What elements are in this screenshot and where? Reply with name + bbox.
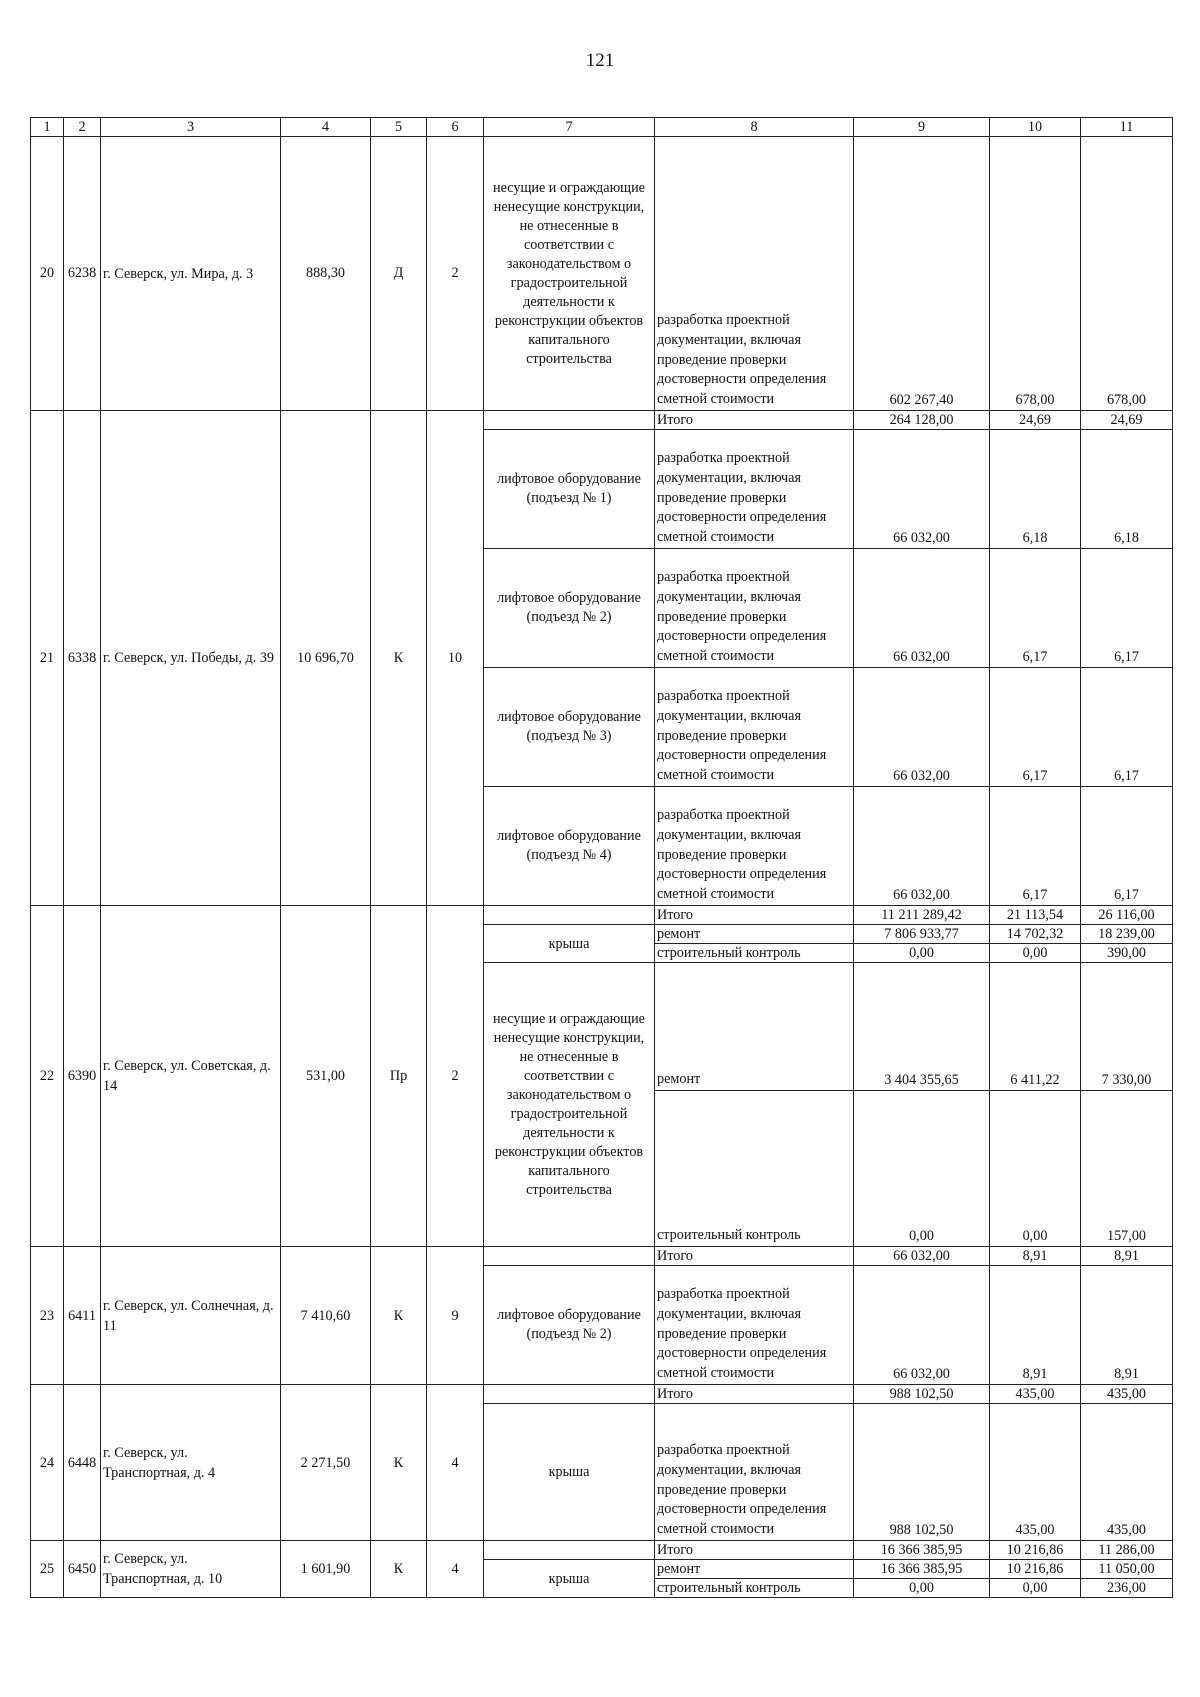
table-row xyxy=(31,137,1173,411)
work-type: разработка проектной документации, включая проведение проверки достоверности определения сметной стоимости xyxy=(655,549,854,668)
max-unit-cost: 236,00 xyxy=(1081,1579,1173,1598)
floors: 4 xyxy=(427,1385,484,1541)
column-header: 3 xyxy=(101,118,281,137)
cost: 3 404 355,65 xyxy=(854,963,990,1091)
work-type: разработка проектной документации, включая проведение проверки достоверности определения сметной стоимости xyxy=(655,1266,854,1385)
element xyxy=(484,1541,655,1560)
unit-cost: 435,00 xyxy=(990,1404,1081,1541)
table-row xyxy=(31,906,1173,925)
total-max-unit-cost: 8,91 xyxy=(1081,1247,1173,1266)
house-type: К xyxy=(371,1541,427,1598)
max-unit-cost: 6,17 xyxy=(1081,787,1173,906)
cost: 16 366 385,95 xyxy=(854,1560,990,1579)
total-unit-cost: 24,69 xyxy=(990,411,1081,430)
work-type: ремонт xyxy=(655,925,854,944)
work-type: разработка проектной документации, включая проведение проверки достоверности определения сметной стоимости xyxy=(655,430,854,549)
unit-cost: 6 411,22 xyxy=(990,963,1081,1091)
table-row xyxy=(31,1541,1173,1560)
house-type: Д xyxy=(371,137,427,411)
area: 531,00 xyxy=(281,906,371,1247)
area: 2 271,50 xyxy=(281,1385,371,1541)
unit-cost: 0,00 xyxy=(990,1579,1081,1598)
total-label: Итого xyxy=(655,906,854,925)
row-number: 25 xyxy=(31,1541,64,1598)
row-number: 21 xyxy=(31,411,64,906)
element xyxy=(484,1385,655,1404)
element: крыша xyxy=(484,1560,655,1598)
header-row xyxy=(31,118,1173,137)
works-table xyxy=(30,117,1173,1598)
work-type: строительный контроль xyxy=(655,944,854,963)
floors: 2 xyxy=(427,906,484,1247)
column-header: 2 xyxy=(64,118,101,137)
element: лифтовое оборудование (подъезд № 2) xyxy=(484,1266,655,1385)
column-header: 10 xyxy=(990,118,1081,137)
house-id: 6411 xyxy=(64,1247,101,1385)
row-number: 24 xyxy=(31,1385,64,1541)
element: лифтовое оборудование (подъезд № 2) xyxy=(484,549,655,668)
max-unit-cost: 8,91 xyxy=(1081,1266,1173,1385)
max-unit-cost: 435,00 xyxy=(1081,1404,1173,1541)
total-label: Итого xyxy=(655,1247,854,1266)
max-unit-cost: 678,00 xyxy=(1081,137,1173,411)
unit-cost: 6,17 xyxy=(990,549,1081,668)
total-cost: 264 128,00 xyxy=(854,411,990,430)
max-unit-cost: 6,17 xyxy=(1081,668,1173,787)
house-id: 6448 xyxy=(64,1385,101,1541)
element: лифтовое оборудование (подъезд № 1) xyxy=(484,430,655,549)
cost: 988 102,50 xyxy=(854,1404,990,1541)
cost: 0,00 xyxy=(854,1579,990,1598)
house-type: Пр xyxy=(371,906,427,1247)
unit-cost: 0,00 xyxy=(990,1091,1081,1247)
address: г. Северск, ул. Советская, д. 14 xyxy=(101,906,281,1247)
page-number: 121 xyxy=(585,50,615,71)
address: г. Северск, ул. Транспортная, д. 10 xyxy=(101,1541,281,1598)
work-type: разработка проектной документации, включая проведение проверки достоверности определения сметной стоимости xyxy=(655,1404,854,1541)
house-type: К xyxy=(371,1385,427,1541)
area: 1 601,90 xyxy=(281,1541,371,1598)
column-header: 5 xyxy=(371,118,427,137)
unit-cost: 8,91 xyxy=(990,1266,1081,1385)
unit-cost: 0,00 xyxy=(990,944,1081,963)
work-type: разработка проектной документации, включая проведение проверки достоверности определения сметной стоимости xyxy=(655,787,854,906)
total-unit-cost: 8,91 xyxy=(990,1247,1081,1266)
work-type: строительный контроль xyxy=(655,1579,854,1598)
element: несущие и ограждающие ненесущие конструкции, не отнесенные в соответствии с законодательством о градостроительной деятельности к реконструкции объектов капитального строительства xyxy=(484,137,655,411)
element xyxy=(484,1247,655,1266)
work-type: разработка проектной документации, включая проведение проверки достоверности определения сметной стоимости xyxy=(655,137,854,411)
total-cost: 66 032,00 xyxy=(854,1247,990,1266)
house-id: 6238 xyxy=(64,137,101,411)
address: г. Северск, ул. Мира, д. 3 xyxy=(101,137,281,411)
unit-cost: 6,17 xyxy=(990,668,1081,787)
unit-cost: 6,17 xyxy=(990,787,1081,906)
column-header: 11 xyxy=(1081,118,1173,137)
address: г. Северск, ул. Солнечная, д. 11 xyxy=(101,1247,281,1385)
total-cost: 11 211 289,42 xyxy=(854,906,990,925)
element: лифтовое оборудование (подъезд № 3) xyxy=(484,668,655,787)
column-header: 4 xyxy=(281,118,371,137)
max-unit-cost: 11 050,00 xyxy=(1081,1560,1173,1579)
work-type: разработка проектной документации, включая проведение проверки достоверности определения сметной стоимости xyxy=(655,668,854,787)
area: 10 696,70 xyxy=(281,411,371,906)
house-id: 6450 xyxy=(64,1541,101,1598)
total-unit-cost: 10 216,86 xyxy=(990,1541,1081,1560)
table-row xyxy=(31,411,1173,430)
unit-cost: 14 702,32 xyxy=(990,925,1081,944)
floors: 4 xyxy=(427,1541,484,1598)
cost: 66 032,00 xyxy=(854,668,990,787)
column-header: 7 xyxy=(484,118,655,137)
area: 7 410,60 xyxy=(281,1247,371,1385)
total-unit-cost: 435,00 xyxy=(990,1385,1081,1404)
cost: 602 267,40 xyxy=(854,137,990,411)
max-unit-cost: 6,18 xyxy=(1081,430,1173,549)
row-number: 23 xyxy=(31,1247,64,1385)
row-number: 20 xyxy=(31,137,64,411)
total-max-unit-cost: 26 116,00 xyxy=(1081,906,1173,925)
cost: 0,00 xyxy=(854,1091,990,1247)
total-max-unit-cost: 24,69 xyxy=(1081,411,1173,430)
address: г. Северск, ул. Победы, д. 39 xyxy=(101,411,281,906)
row-number: 22 xyxy=(31,906,64,1247)
column-header: 6 xyxy=(427,118,484,137)
element: несущие и ограждающие ненесущие конструкции, не отнесенные в соответствии с законодательством о градостроительной деятельности к реконструкции объектов капитального строительства xyxy=(484,963,655,1247)
cost: 0,00 xyxy=(854,944,990,963)
floors: 2 xyxy=(427,137,484,411)
unit-cost: 10 216,86 xyxy=(990,1560,1081,1579)
floors: 9 xyxy=(427,1247,484,1385)
house-type: К xyxy=(371,1247,427,1385)
table-row xyxy=(31,1385,1173,1404)
total-unit-cost: 21 113,54 xyxy=(990,906,1081,925)
work-type: ремонт xyxy=(655,1560,854,1579)
house-id: 6390 xyxy=(64,906,101,1247)
total-label: Итого xyxy=(655,411,854,430)
total-cost: 16 366 385,95 xyxy=(854,1541,990,1560)
work-type: ремонт xyxy=(655,963,854,1091)
max-unit-cost: 6,17 xyxy=(1081,549,1173,668)
total-label: Итого xyxy=(655,1385,854,1404)
column-header: 9 xyxy=(854,118,990,137)
element xyxy=(484,411,655,430)
total-max-unit-cost: 435,00 xyxy=(1081,1385,1173,1404)
unit-cost: 678,00 xyxy=(990,137,1081,411)
max-unit-cost: 390,00 xyxy=(1081,944,1173,963)
house-id: 6338 xyxy=(64,411,101,906)
cost: 66 032,00 xyxy=(854,549,990,668)
house-type: К xyxy=(371,411,427,906)
table-row xyxy=(31,1247,1173,1266)
unit-cost: 6,18 xyxy=(990,430,1081,549)
column-header: 1 xyxy=(31,118,64,137)
area: 888,30 xyxy=(281,137,371,411)
cost: 7 806 933,77 xyxy=(854,925,990,944)
total-max-unit-cost: 11 286,00 xyxy=(1081,1541,1173,1560)
max-unit-cost: 157,00 xyxy=(1081,1091,1173,1247)
cost: 66 032,00 xyxy=(854,430,990,549)
work-type: строительный контроль xyxy=(655,1091,854,1247)
cost: 66 032,00 xyxy=(854,1266,990,1385)
total-cost: 988 102,50 xyxy=(854,1385,990,1404)
address: г. Северск, ул. Транспортная, д. 4 xyxy=(101,1385,281,1541)
total-label: Итого xyxy=(655,1541,854,1560)
element: лифтовое оборудование (подъезд № 4) xyxy=(484,787,655,906)
element: крыша xyxy=(484,1404,655,1541)
max-unit-cost: 18 239,00 xyxy=(1081,925,1173,944)
element: крыша xyxy=(484,925,655,963)
cost: 66 032,00 xyxy=(854,787,990,906)
floors: 10 xyxy=(427,411,484,906)
column-header: 8 xyxy=(655,118,854,137)
max-unit-cost: 7 330,00 xyxy=(1081,963,1173,1091)
element xyxy=(484,906,655,925)
